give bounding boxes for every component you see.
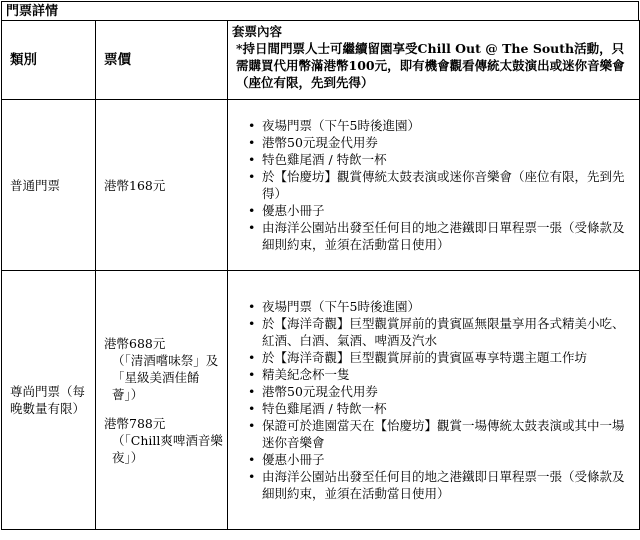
table-row [2,271,640,530]
list-item [248,117,635,134]
list-item [248,400,635,417]
bullet-icon: • [248,401,256,416]
bullet-icon: • [248,452,256,467]
list-item-text: 精美紀念杯一隻 [262,367,350,382]
list-item [248,451,635,468]
header-category: 類別 [2,21,96,100]
list-item [248,468,635,502]
list-item-text: 於【海洋奇觀】巨型觀賞屏前的貴賓區專享特選主題工作坊 [262,350,588,365]
row-price [96,100,228,271]
list-item [248,219,635,253]
table-header-row [2,21,640,100]
header-content-note: *持日間門票人士可繼續留園享受Chill Out @ The South活動，只需購買代用幣滿港幣100元，即有機會觀看傳統太鼓演出或迷你音樂會（座位有限，先到先得） [236,41,625,90]
list-item [248,202,635,219]
list-item [248,315,635,349]
table-caption: 門票詳情 [1,1,639,20]
bullet-icon: • [248,469,256,484]
content-list [232,298,635,502]
row-category: 尊尚門票（每晚數量有限） [2,271,96,530]
list-item-text: 港幣50元現金代用券 [262,135,378,150]
price-block [104,177,223,194]
list-item [248,168,635,202]
list-item [248,298,635,315]
list-item-text: 夜場門票（下午5時後進園） [262,299,420,314]
bullet-icon: • [248,152,256,167]
header-price: 票價 [96,21,228,100]
bullet-icon: • [248,418,256,433]
bullet-icon: • [248,350,256,365]
header-content [228,21,640,100]
list-item [248,134,635,151]
list-item-text: 夜場門票（下午5時後進園） [262,118,420,133]
list-item-text: 優惠小冊子 [262,203,325,218]
bullet-icon: • [248,220,256,235]
ticket-details-sheet [1,1,639,538]
list-item [248,383,635,400]
list-item-text: 特色雞尾酒 / 特飲一杯 [262,401,387,416]
list-item-text: 由海洋公園站出發至任何目的地之港鐵即日單程票一張（受條款及細則約束，並須在活動當日使用） [262,220,625,252]
list-item [248,349,635,366]
list-item-text: 港幣50元現金代用券 [262,384,378,399]
bullet-icon: • [248,169,256,184]
price-block [104,415,223,466]
row-category: 普通門票 [2,100,96,271]
price-main: 港幣688元 [104,335,166,351]
ticket-table [1,20,640,530]
row-content [228,100,640,271]
bullet-icon: • [248,316,256,331]
row-content [228,271,640,530]
content-list [232,117,635,253]
bullet-icon: • [248,367,256,382]
list-item [248,151,635,168]
bullet-icon: • [248,203,256,218]
bullet-icon: • [248,135,256,150]
list-item-text: 優惠小冊子 [262,452,325,467]
bullet-icon: • [248,118,256,133]
price-main: 港幣788元 [104,415,166,431]
header-content-label: 套票內容 [232,24,283,39]
list-item [248,366,635,383]
bullet-icon: • [248,384,256,399]
price-block [104,335,223,403]
list-item-text: 由海洋公園站出發至任何目的地之港鐵即日單程票一張（受條款及細則約束，並須在活動當日使用） [262,469,625,501]
price-sub: （「Chill爽啤酒音樂夜」） [112,432,223,465]
table-row [2,100,640,271]
price-sub: （「清酒嚐味祭」及「星級美酒佳餚薈」） [112,352,219,402]
row-price [96,271,228,530]
list-item-text: 於【海洋奇觀】巨型觀賞屏前的貴賓區無限量享用各式精美小吃、紅酒、白酒、氣酒、啤酒及汽水 [262,316,625,348]
bullet-icon: • [248,299,256,314]
list-item-text: 特色雞尾酒 / 特飲一杯 [262,152,387,167]
list-item-text: 於【怡慶坊】觀賞傳統太鼓表演或迷你音樂會（座位有限，先到先得） [262,169,625,201]
list-item-text: 保證可於進園當天在【怡慶坊】觀賞一場傳統太鼓表演或其中一場迷你音樂會 [262,418,625,450]
price-main: 港幣168元 [104,177,166,193]
list-item [248,417,635,451]
